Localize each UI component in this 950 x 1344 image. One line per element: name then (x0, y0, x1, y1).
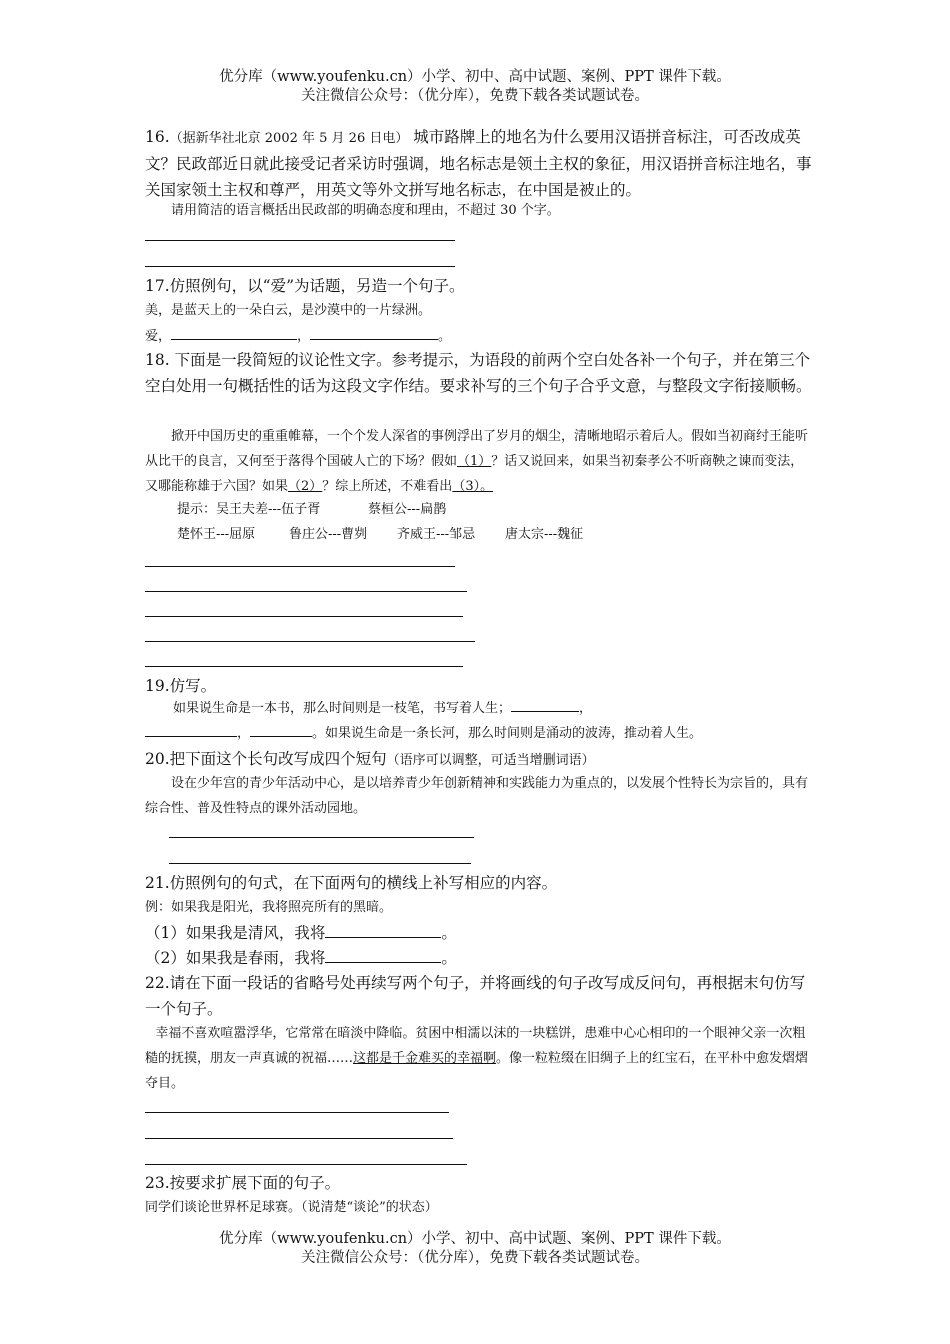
answer-line[interactable] (145, 616, 463, 617)
hint-item: 蔡桓公---扁鹊 (368, 502, 447, 517)
answer-line[interactable] (169, 837, 474, 838)
q18-passage-part-3: ？综上所述，不难看出 (322, 479, 453, 494)
hint-item: 鲁庄公---曹刿 (289, 527, 368, 542)
blank-field[interactable] (171, 339, 297, 340)
answer-line[interactable] (145, 666, 463, 667)
q17-title: 17.仿照例句，以“爱”为话题，另造一个句子。 (145, 277, 465, 295)
q18-passage-part-2: ？话又说回来，如果当初秦孝公不听商鞅之谏而变法，又哪能称雄于六国？如果 (145, 454, 804, 494)
q16-number: 16. (145, 128, 170, 146)
q19-comma: ， (237, 726, 251, 741)
header-line-2: 关注微信公众号：（优分库），免费下载各类试题试卷。 (301, 88, 649, 104)
blank-field[interactable] (511, 711, 579, 712)
hint-label: 提示： (177, 502, 217, 517)
q21-example: 例：如果我是阳光，我将照亮所有的黑暗。 (145, 900, 393, 915)
q22-underlined-sentence: 这都是千金难买的幸福啊 (353, 1051, 497, 1066)
q21-period: 。 (441, 924, 457, 942)
blank-field[interactable] (325, 937, 441, 938)
q19-text-1: 如果说生命是一本书，那么时间则是一枝笔，书写着人生； (173, 701, 512, 716)
blank-field[interactable] (250, 736, 312, 737)
answer-line[interactable] (145, 1164, 467, 1165)
q18-title: 18. 下面是一段简短的议论性文字。参考提示，为语段的前两个空白处各补一个句子，并在第三个空白处用一句概括性的话为这段文字作结。要求补写的三个句子合乎文意，与整段文字衔接顺畅。 (145, 351, 812, 395)
q19-comma: ， (579, 701, 593, 716)
hint-item: 齐威王---邹忌 (397, 527, 476, 542)
q18-blank-1[interactable]: （1） (457, 454, 492, 469)
question-16 (145, 124, 815, 203)
q19-line-2 (145, 722, 815, 746)
blank-field[interactable] (325, 962, 441, 963)
answer-line[interactable] (169, 863, 471, 864)
page-header (0, 68, 950, 106)
q22-passage-part-2: 。像一粒粒缀在旧绸子上的红宝石，在平朴中愈发熠熠夺目。 (145, 1051, 809, 1091)
q16-task: 请用简洁的语言概括出民政部的明确态度和理由，不超过 30 个字。 (171, 203, 560, 218)
q16-source: （据新华社北京 2002 年 5 月 26 日电） (169, 131, 409, 146)
blank-field[interactable] (145, 736, 237, 737)
header-line-1: 优分库（www.youfenku.cn）小学、初中、高中试题、案例、PPT 课件下载。 (219, 69, 731, 85)
q20-note: （语序可以调整，可适当增删词语） (386, 753, 595, 768)
q22-passage (145, 1021, 815, 1096)
q21-period: 。 (441, 949, 457, 967)
answer-line[interactable] (145, 1112, 449, 1113)
q18-passage (145, 424, 815, 499)
q21-title: 21.仿照例句的句式，在下面两句的横线上补写相应的内容。 (145, 874, 558, 892)
q21-item-2-text: （2）如果我是春雨，我将 (145, 949, 326, 967)
q21-item-1 (145, 920, 815, 946)
q18-hints-row-2 (177, 523, 817, 547)
q17-end: 。 (438, 329, 452, 344)
answer-line[interactable] (145, 566, 455, 567)
hint-item: 吴王夫差---伍子胥 (216, 502, 321, 517)
footer-line-1: 优分库（www.youfenku.cn）小学、初中、高中试题、案例、PPT 课件下载。 (219, 1231, 731, 1247)
hint-item: 楚怀王---屈原 (177, 527, 256, 542)
q17-comma: ， (297, 329, 311, 344)
answer-line[interactable] (145, 266, 455, 267)
q18-hints-row-1 (177, 498, 817, 522)
q21-item-1-text: （1）如果我是清风，我将 (145, 924, 326, 942)
hint-item: 唐太宗---魏征 (505, 527, 584, 542)
q23-title: 23.按要求扩展下面的句子。 (145, 1174, 341, 1192)
q20-text: 设在少年宫的青少年活动中心，是以培养青少年创新精神和实践能力为重点的，以发展个性特长为宗旨的，具有综合性、普及性特点的课外活动园地。 (145, 776, 809, 816)
answer-line[interactable] (145, 1138, 453, 1139)
answer-line[interactable] (145, 641, 475, 642)
q16-text: 城市路牌上的地名为什么要用汉语拼音标注，可否改成英文？民政部近日就此接受记者采访时强调，地名标志是领土主权的象征，用汉语拼音标注地名，事关国家领土主权和尊严，用英文等外文拼写地名标志，在中国是被止的。 (145, 128, 812, 199)
q18-blank-3[interactable]: （3）。 (452, 479, 494, 494)
answer-line[interactable] (145, 240, 455, 241)
q23-text: 同学们谈论世界杯足球赛。（说清楚“谈论”的状态） (145, 1200, 438, 1215)
q19-text-2: 。如果说生命是一条长河，那么时间则是涌动的波涛，推动着人生。 (312, 726, 703, 741)
q20-title-line (145, 746, 815, 773)
q22-title: 22.请在下面一段话的省略号处再续写两个句子，并将画线的句子改写成反问句，再根据末句仿写一个句子。 (145, 974, 806, 1018)
q18-passage-part-1: 掀开中国历史的重重帷幕，一个个发人深省的事例浮出了岁月的烟尘，清晰地昭示着后人。假如当初商纣王能听从比干的良言，又何至于落得个国破人亡的下场？假如 (145, 429, 809, 469)
q17-answer (145, 325, 815, 349)
answer-line[interactable] (145, 591, 467, 592)
blank-field[interactable] (310, 339, 438, 340)
q22-passage-part-1: 幸福不喜欢喧嚣浮华，它常常在暗淡中降临。贫困中相濡以沫的一块糕饼，患难中心心相印的一个眼神父亲一次粗糙的抚摸，朋友一声真诚的祝福…… (145, 1026, 806, 1066)
q21-item-2 (145, 945, 815, 971)
q18-blank-2[interactable]: （2） (288, 479, 323, 494)
page-footer (0, 1230, 950, 1268)
q17-example: 美，是蓝天上的一朵白云，是沙漠中的一片绿洲。 (145, 303, 432, 318)
q17-start: 爱， (145, 329, 172, 344)
q20-title: 20.把下面这个长句改写成四个短句 (145, 750, 387, 768)
footer-line-2: 关注微信公众号：（优分库），免费下载各类试题试卷。 (301, 1250, 649, 1266)
q19-title: 19.仿写。 (145, 677, 217, 695)
q19-line-1 (173, 697, 815, 721)
